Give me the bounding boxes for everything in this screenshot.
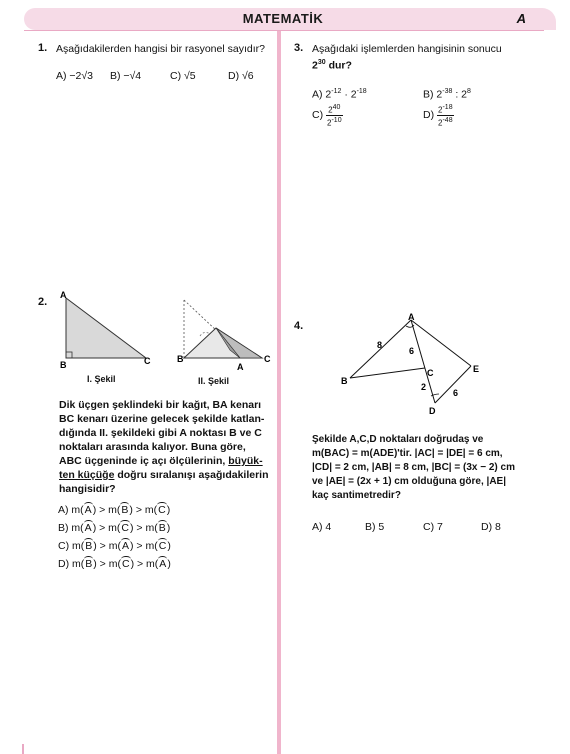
question-3-option-b[interactable]: [423, 88, 471, 101]
q2-underlined-text: büyük-: [228, 455, 263, 467]
angle-close: ): [167, 540, 171, 552]
angle-vertex: A: [84, 522, 92, 534]
operator: :: [455, 88, 459, 101]
question-1-option-c[interactable]: C) √5: [170, 70, 196, 82]
exponent: -12: [331, 88, 342, 95]
question-3-result: [312, 56, 352, 73]
base: 2: [436, 88, 443, 101]
greater-than-sign: >: [96, 540, 109, 552]
q2-line: noktaları arasında kalıyor. Buna göre,: [59, 441, 246, 453]
angle-close: ): [129, 504, 133, 516]
question-4-option-d[interactable]: D) 8: [481, 521, 501, 533]
angle-close: ): [92, 522, 97, 534]
q2-line: BC kenarı üzerine gelecek şekilde katlan-: [59, 413, 265, 425]
question-1-number: 1.: [38, 42, 48, 54]
option-letter: C): [58, 540, 72, 552]
base: 2: [461, 88, 467, 101]
angle-measure: m(: [145, 522, 158, 534]
base: 2: [325, 88, 332, 101]
question-3-option-c[interactable]: [312, 103, 343, 127]
fig1-label-c: C: [144, 356, 151, 366]
greater-than-sign: >: [96, 558, 109, 570]
fig4-length-ac: 6: [409, 346, 415, 356]
fig1-label-a: A: [60, 290, 67, 300]
question-4-option-b[interactable]: B) 5: [365, 521, 385, 533]
fig4-length-cd: 2: [421, 382, 427, 392]
greater-than-sign: >: [133, 522, 146, 534]
question-4-number: 4.: [294, 320, 304, 332]
exponent: -38: [442, 88, 453, 95]
option-letter: A): [312, 88, 323, 101]
question-1-option-d[interactable]: D) √6: [228, 70, 254, 82]
question-3-option-d[interactable]: [423, 103, 454, 127]
angle-close: ): [130, 558, 135, 570]
fig4-label-d: D: [429, 406, 436, 416]
booklet-letter: A: [516, 11, 526, 26]
angle-measure: m(: [108, 522, 121, 534]
angle-vertex: B: [85, 558, 93, 570]
option-letter: B): [58, 522, 72, 534]
fraction: $\frac{2^{-18}}{2^{-48}}$: [438, 104, 453, 128]
angle-vertex: C: [158, 540, 167, 552]
header-underline: [24, 30, 544, 31]
figure-4-geometry: [335, 310, 495, 420]
greater-than-sign: >: [133, 540, 146, 552]
question-2-number: 2.: [38, 296, 48, 308]
angle-vertex: C: [121, 522, 129, 534]
angle-close: ): [166, 504, 171, 516]
angle-close: ): [92, 504, 97, 516]
figure-1-caption: I. Şekil: [87, 374, 116, 384]
q2-line: hangisidir?: [59, 483, 116, 495]
angle-vertex: B: [121, 504, 129, 516]
question-2-option-d[interactable]: [58, 558, 171, 570]
q4-line: |CD| = 2 cm, |AB| = 8 cm, |BC| = (3x − 2) cm: [312, 462, 515, 473]
angle-vertex: B: [85, 540, 93, 552]
fig4-label-a: A: [408, 312, 415, 322]
angle-vertex: A: [121, 540, 129, 552]
greater-than-sign: >: [96, 522, 109, 534]
angle-measure: m(: [72, 540, 85, 552]
option-letter: D): [423, 108, 435, 121]
fig4-label-b: B: [341, 376, 348, 386]
greater-than-sign: >: [96, 504, 109, 516]
question-4-option-a[interactable]: A) 4: [312, 521, 332, 533]
greater-than-sign: >: [132, 504, 145, 516]
exponent: -18: [356, 88, 367, 95]
result-base: 2: [312, 59, 318, 72]
q2-line: doğru sıralanışı aşağıdakilerin: [117, 469, 269, 481]
angle-close: ): [93, 540, 97, 552]
q4-line: m(BAC) = m(ADE)'tir. |AC| = |DE| = 6 cm,: [312, 448, 503, 459]
option-letter: A): [58, 504, 72, 516]
q2-line: Dik üçgen şeklindeki bir kağıt, BA kenarı: [59, 399, 262, 411]
angle-measure: m(: [144, 504, 158, 516]
fig2-label-c: C: [264, 354, 271, 364]
operator: ·: [344, 88, 348, 101]
angle-measure: m(: [146, 558, 159, 570]
question-1-option-a[interactable]: A) −2√3: [56, 70, 93, 82]
q4-line: ve |AE| = (2x + 1) cm olduğuna göre, |AE|: [312, 476, 507, 487]
question-2-option-a[interactable]: [58, 504, 170, 516]
q2-underlined-text: ten küçüğe: [59, 469, 115, 481]
question-2-option-b[interactable]: [58, 522, 170, 534]
angle-close: ): [130, 540, 134, 552]
option-letter: C): [312, 108, 324, 121]
q2-line: ABC üçgeninde iç açı ölçülerinin,: [59, 455, 226, 467]
fig2-label-a: A: [237, 362, 244, 372]
fig1-label-b: B: [60, 360, 67, 370]
question-1-text: Aşağıdakilerden hangisi bir rasyonel sayıdır?: [56, 43, 265, 55]
fig2-label-b: B: [177, 354, 184, 364]
angle-vertex: A: [159, 558, 167, 570]
question-3-number: 3.: [294, 42, 304, 54]
angle-vertex: B: [158, 522, 166, 534]
exponent: 8: [467, 88, 471, 95]
page-title: MATEMATİK: [242, 11, 324, 26]
fig4-length-de: 6: [453, 388, 459, 398]
angle-measure: m(: [72, 558, 85, 570]
option-letter: B): [423, 88, 434, 101]
angle-vertex: C: [121, 558, 130, 570]
figure-2-caption: II. Şekil: [198, 376, 230, 386]
question-3-text: Aşağıdaki işlemlerden hangisinin sonucu: [312, 43, 502, 55]
result-exponent: 30: [317, 59, 326, 66]
angle-measure: m(: [108, 558, 121, 570]
angle-close: ): [130, 522, 134, 534]
fig4-label-e: E: [473, 364, 480, 374]
question-4-option-c[interactable]: C) 7: [423, 521, 443, 533]
angle-close: ): [166, 522, 171, 534]
left-edge-mark: [22, 744, 24, 754]
figure-2-folded-triangle: [174, 292, 278, 380]
angle-close: ): [93, 558, 97, 570]
question-2-option-c[interactable]: [58, 540, 171, 552]
column-divider: [277, 31, 281, 754]
result-tail: dur?: [328, 59, 352, 72]
angle-measure: m(: [71, 522, 84, 534]
angle-measure: m(: [71, 504, 84, 516]
header-bar: [24, 8, 542, 30]
q4-line: Şekilde A,C,D noktaları doğrudaş ve: [312, 434, 484, 445]
angle-vertex: A: [84, 504, 92, 516]
q2-line: dığında II. şekildeki gibi A noktası B ve C: [59, 427, 262, 439]
question-3-option-a[interactable]: [312, 88, 367, 101]
greater-than-sign: >: [134, 558, 147, 570]
question-1-option-b[interactable]: B) −√4: [110, 70, 142, 82]
question-2-text: [59, 398, 274, 496]
fraction: $\frac{2^{40}}{2^{-10}}$: [327, 104, 342, 128]
angle-measure: m(: [145, 540, 158, 552]
option-letter: D): [58, 558, 72, 570]
fig4-label-c: C: [427, 368, 434, 378]
angle-measure: m(: [108, 540, 121, 552]
angle-measure: m(: [108, 504, 121, 516]
angle-vertex: C: [158, 504, 166, 516]
q4-line: kaç santimetredir?: [312, 490, 401, 501]
angle-close: ): [167, 558, 171, 570]
fig4-length-ab: 8: [377, 340, 383, 350]
question-4-text: [312, 433, 562, 503]
base: 2: [350, 88, 357, 101]
